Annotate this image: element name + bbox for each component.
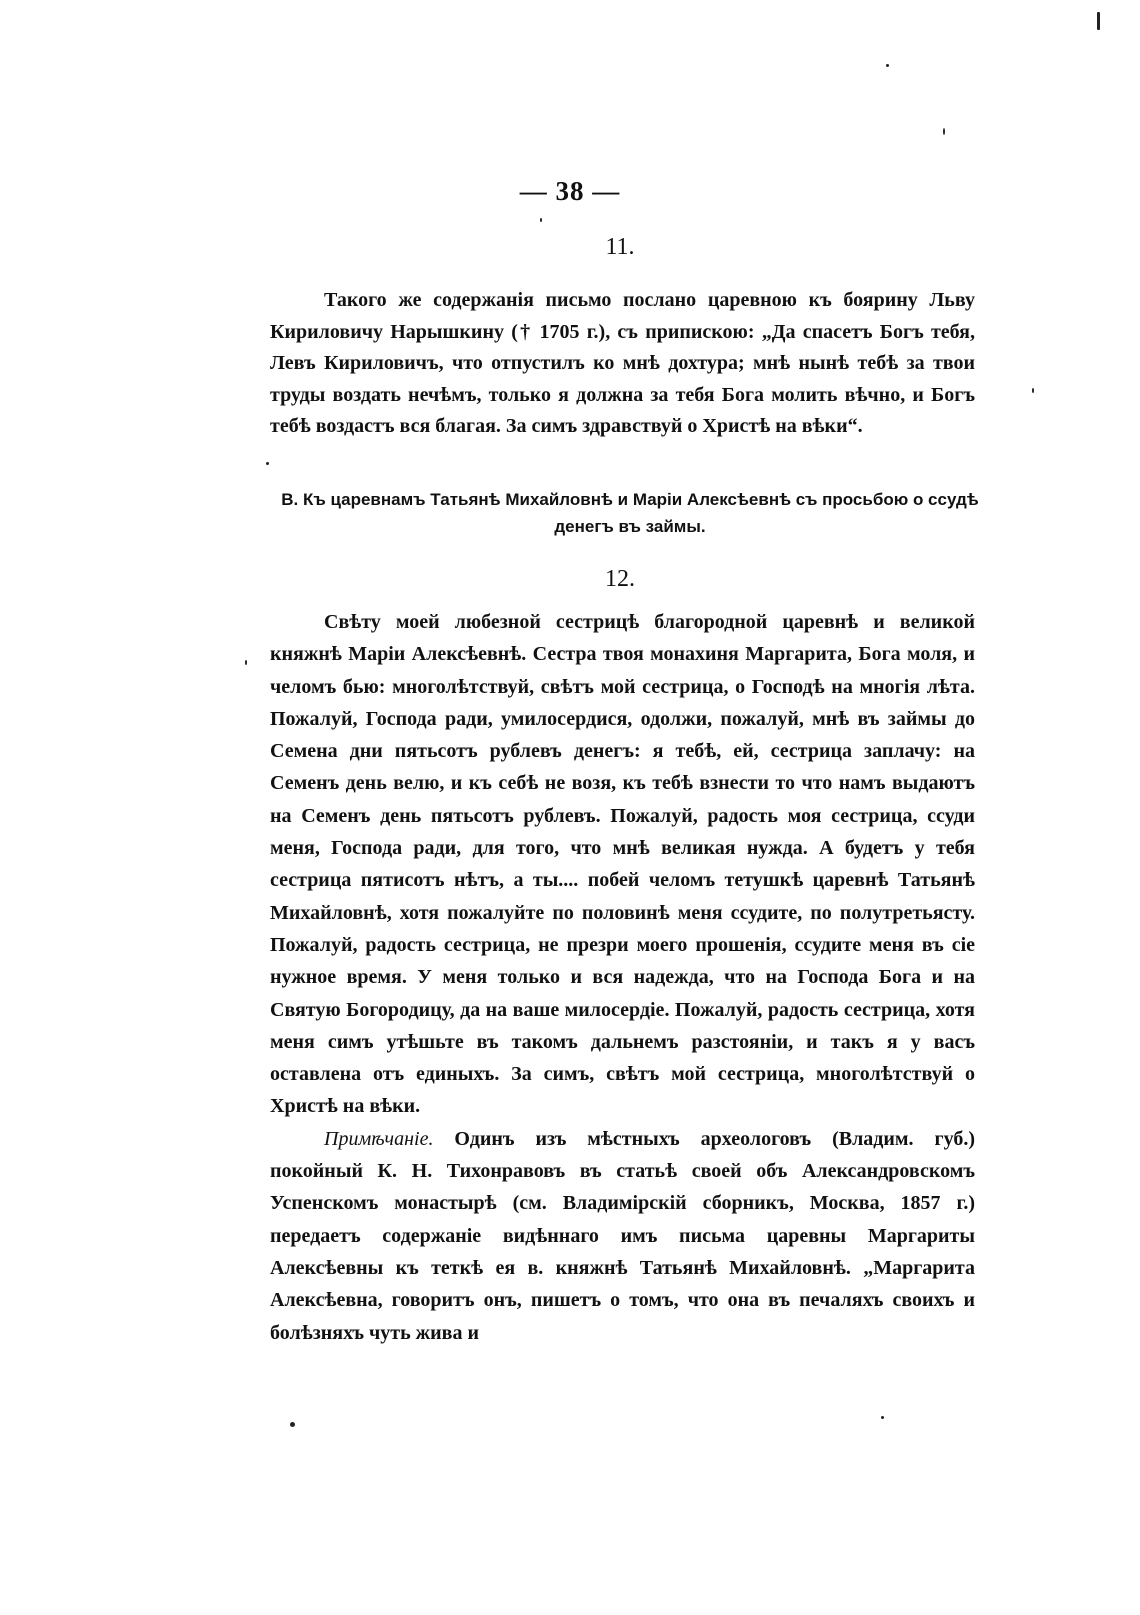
note-paragraph: [270, 1123, 975, 1349]
section-12-paragraph: Свѣту моей любезной сестрицѣ благородной царевнѣ и великой княжнѣ Маріи Алексѣевнѣ. Сестра твоя монахиня Маргарита, Бога моля, и челомъ бью: многолѣтствуй, свѣтъ мой сестрица, о Господѣ на многія лѣта. Пожалуй, Господа ради, умилосердися, одолжи, пожалуй, мнѣ въ займы до Семена дни пятьсотъ рублевъ денегъ: я тебѣ, ей, сестрица заплачу: на Семенъ день велю, и къ себѣ не возя, къ тебѣ взнести то что намъ выдаютъ на Семенъ день пятьсотъ рублевъ. Пожалуй, радость моя сестрица, ссуди меня, Господа ради, для того, что мнѣ великая нужда. А будетъ у тебя сестрица пятисотъ нѣтъ, а ты.... побей челомъ тетушкѣ царевнѣ Татьянѣ Михайловнѣ, хотя пожалуйте по половинѣ меня ссудите, по полутретьясту. Пожалуй, радость сестрица, не презри моего прошенія, ссудите меня въ сіе нужное время. У меня только и вся надежда, что на Господа Бога и на Святую Богородицу, да на ваше милосердіе. Пожалуй, радость сестрица, хотя меня симъ утѣшьте въ такомъ дальнемъ разстояніи, и такъ я у васъ оставлена отъ единыхъ. За симъ, свѣтъ мой сестрица, многолѣтствуй о Христѣ на вѣки.: [270, 611, 975, 1118]
section-heading-v: В. Къ царевнамъ Татьянѣ Михайловнѣ и Маріи Алексѣевнѣ съ просьбою о ссудѣ денегъ въ займы.: [281, 490, 979, 536]
scan-speck: [886, 64, 889, 67]
scan-speck: [245, 660, 247, 665]
section-number-12: 12.: [605, 566, 635, 592]
scan-speck: [266, 462, 269, 465]
section-11-paragraph: Такого же содержанія письмо послано царевною къ боярину Льву Кириловичу Нарышкину († 1705 г.), съ припискою: „Да спасетъ Богъ тебя, Левъ Кириловичъ, что отпустилъ ко мнѣ дохтура; мнѣ нынѣ тебѣ за твои труды воздать нечѣмъ, только я должна за тебя Бога молить вѣчно, и Богъ тебѣ воздастъ вся благая. За симъ здравствуй о Христѣ на вѣки“.: [270, 289, 975, 437]
scan-speck: [1097, 12, 1100, 30]
note-label: Примѣчаніе.: [324, 1127, 434, 1150]
section-number-11: 11.: [605, 234, 635, 260]
note-text: Одинъ изъ мѣстныхъ археологовъ (Владим. губ.) покойный К. Н. Тихонравовъ въ статьѣ своей объ Александровскомъ Успенскомъ монастырѣ (см. Владимірскій сборникъ, Москва, 1857 г.) передаетъ содержаніе видѣннаго имъ письма царевны Маргариты Алексѣевны къ теткѣ ея в. княжнѣ Татьянѣ Михайловнѣ. „Маргарита Алексѣевна, говоритъ онъ, пишетъ о томъ, что она въ печаляхъ своихъ и болѣзняхъ чуть жива и: [270, 1127, 975, 1344]
scan-speck: [290, 1422, 295, 1427]
section-12-body: [270, 606, 975, 1349]
scan-speck: [943, 128, 945, 135]
scan-speck: [881, 1416, 884, 1419]
scan-speck: [1032, 388, 1034, 393]
section-11-body: [270, 285, 975, 443]
scan-speck: [540, 218, 542, 222]
page-number: — 38 —: [519, 176, 621, 206]
